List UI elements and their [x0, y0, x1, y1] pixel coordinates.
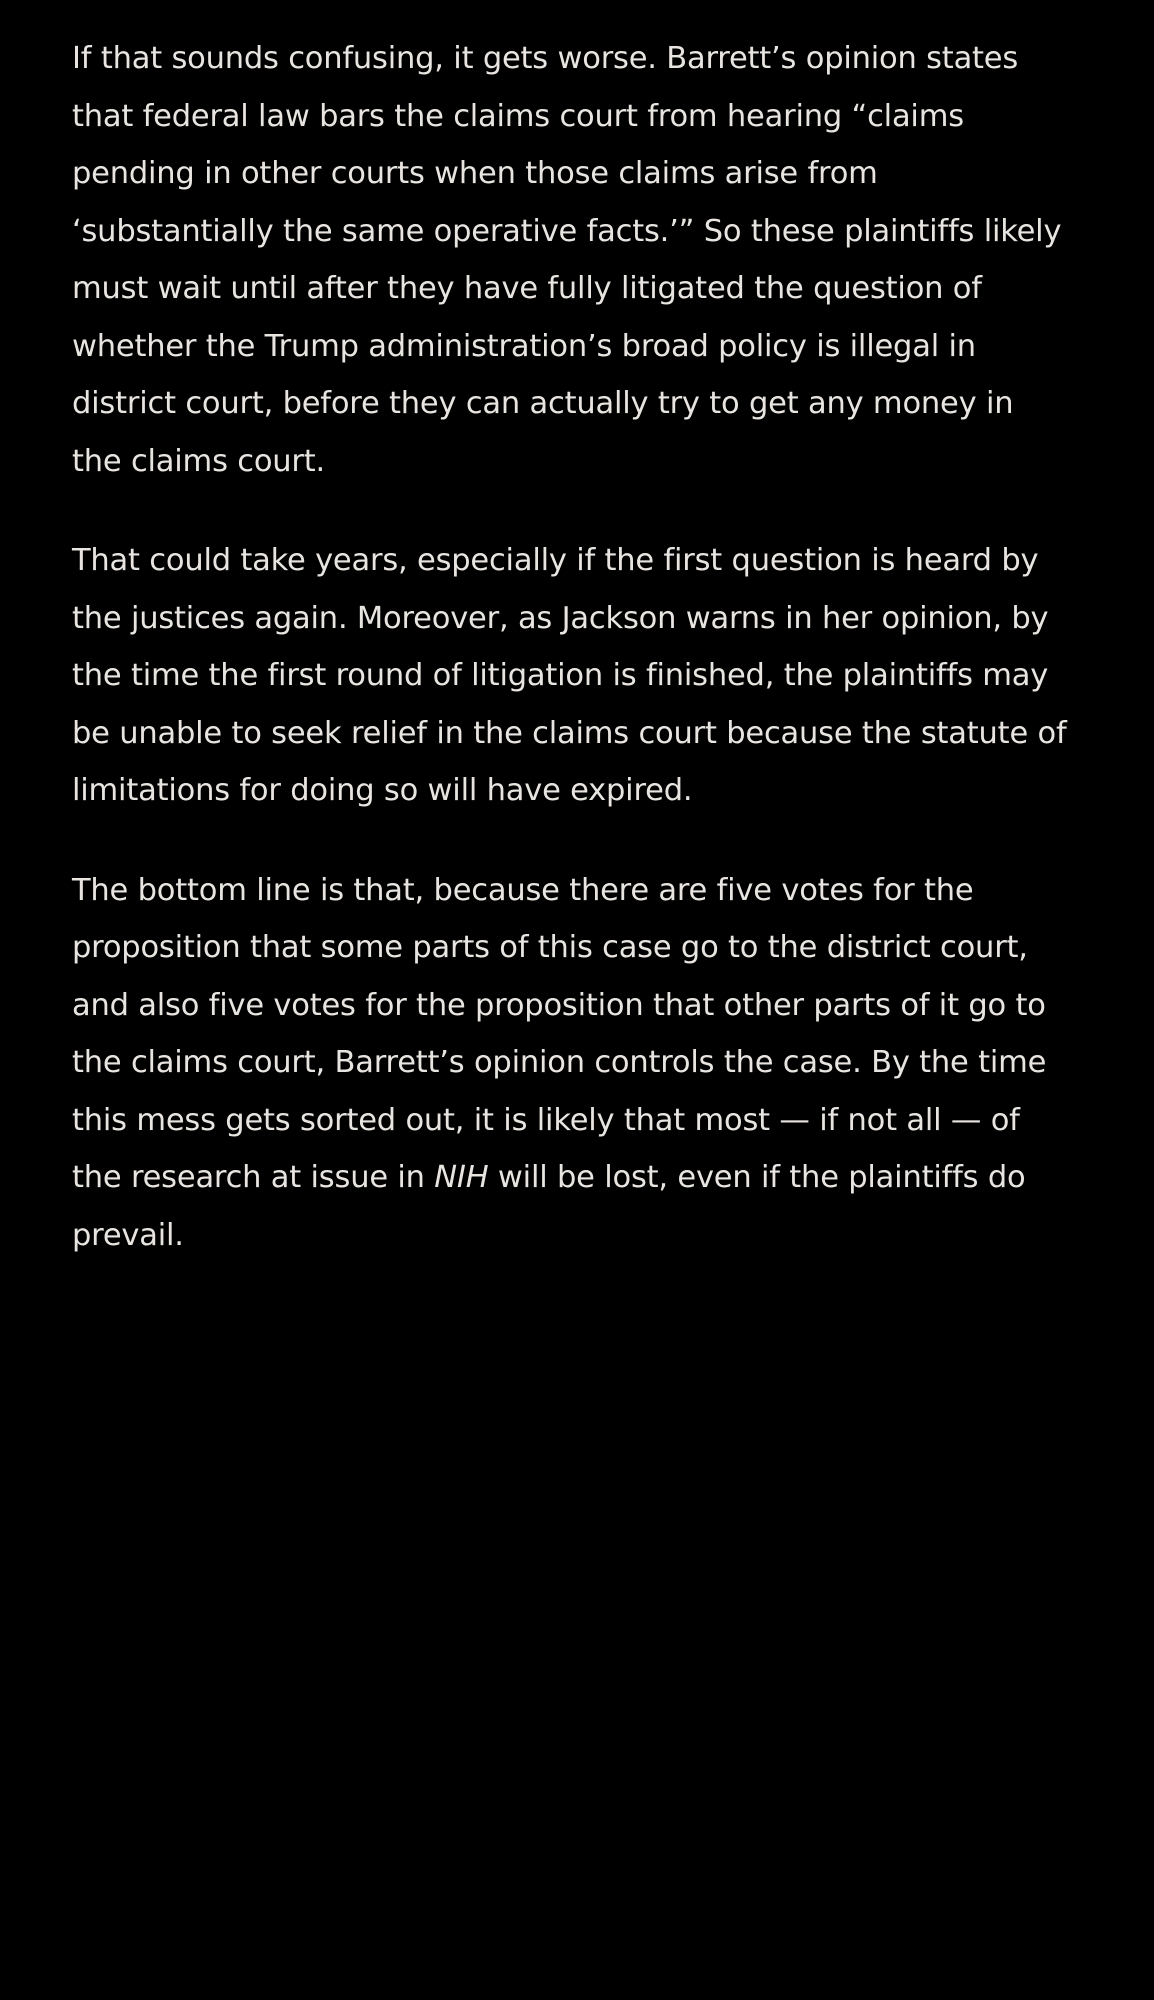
paragraph-3-emphasis-nih: NIH	[434, 1160, 489, 1195]
paragraph-3-text-before-emphasis: The bottom line is that, because there are five votes for the proposition that some parts of this case go to the district court, and also five votes for the proposition that other parts of it go to the claims court, Barrett’s opinion controls the case. By the time this mess gets sorted out, it is likely that most — if not all — of the research at issue in	[72, 872, 1047, 1195]
paragraph-3-text-after-emphasis: will be lost, even if the plaintiffs do prevail.	[72, 1160, 1026, 1253]
article-paragraph-1: If that sounds confusing, it gets worse. Barrett’s opinion states that federal law bars the claims court from hearing “claims pending in other courts when those claims arise from ‘substantially the same operative facts.’” So these plaintiffs likely must wait until after they have fully litigated the question of whether the Trump administration’s broad policy is illegal in district court, before they can actually try to get any money in the claims court.	[72, 41, 1062, 479]
article-paragraph-2: That could take years, especially if the first question is heard by the justices again. Moreover, as Jackson warns in her opinion, by the time the first round of litigation is finished, the plaintiffs may be unable to seek relief in the claims court because the statute of limitations for doing so will have expired.	[72, 543, 1067, 808]
article-paragraph-3	[72, 862, 1072, 1265]
